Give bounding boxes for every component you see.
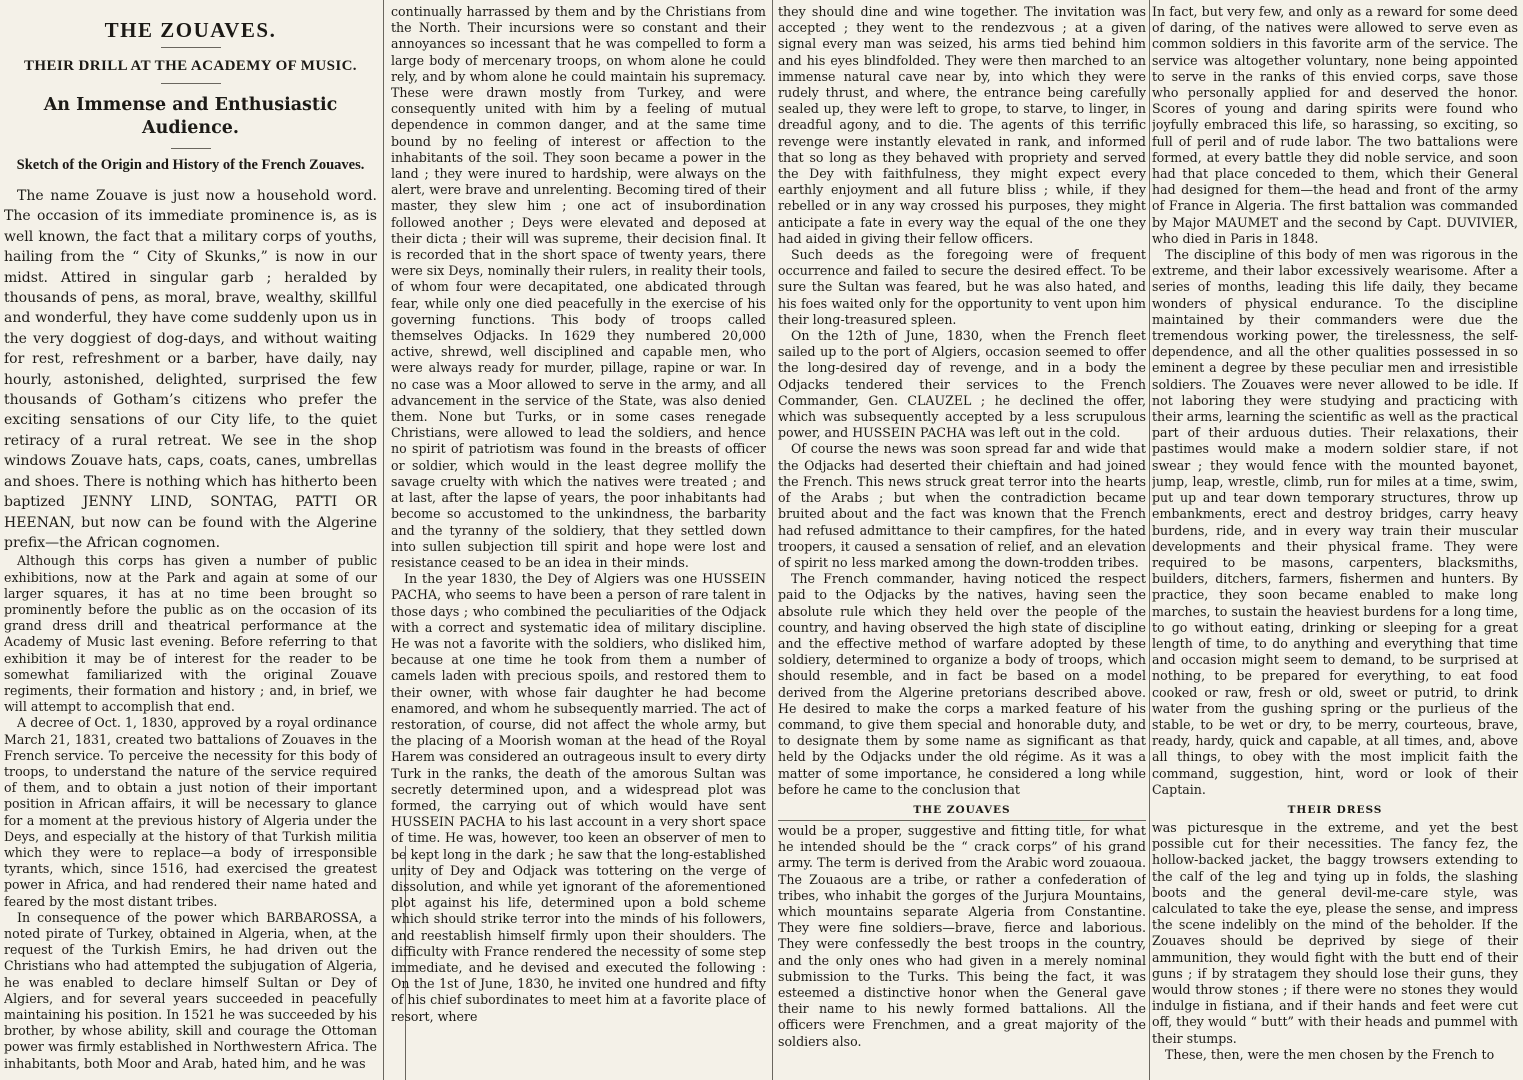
article-subtitle: THEIR DRILL AT THE ACADEMY OF MUSIC. bbox=[24, 58, 357, 74]
article-headline: An Immense and Enthusiastic Audience. bbox=[43, 95, 338, 138]
column-rule bbox=[1149, 0, 1150, 1080]
article-column-3 bbox=[778, 4, 1146, 1076]
paragraph: On the 12th of June, 1830, when the French fleet sailed up to the port of Algiers, occasion seemed to offer the long-desired day of revenge, and in a body the Odjacks tendered their services to the French Commander, Gen. CLAUZEL ; he declined the offer, which was subsequently accepted by a less scrupulous power, and HUSSEIN PACHA was left out in the cold. bbox=[778, 328, 1146, 441]
paragraph: In fact, but very few, and only as a reward for some deed of daring, of the natives were allowed to serve even as common soldiers in this favorite arm of the service. The service was altogether voluntary, none being appointed to serve in the ranks of this envied corps, save those who personally applied for and deserved the honor. Scores of young and daring spirits were found who joyfully embraced this life, so harassing, so exciting, so full of peril and of rude labor. The two battalions were formed, at every battle they did noble service, and soon had that place conceded to them, which their General had designed for them—the head and front of the army of France in Algeria. The first battalion was commanded by Major MAUMET and the second by Capt. DUVIVIER, who died in Paris in 1848. bbox=[1152, 4, 1518, 246]
section-heading: THE ZOUAVES bbox=[913, 803, 1011, 816]
divider bbox=[778, 820, 1146, 821]
paragraph: Of course the news was soon spread far and wide that the Odjacks had deserted their chieftain and had joined the French. This news struck great terror into the hearts of the Arabs ; but when the contradiction became bruited about and the fact was known that the French had refused admittance to their campfires, for the hated troopers, it caused a sensation of relief, and an elevation of spirit no less marked among the down-trodden tribes. bbox=[778, 441, 1146, 570]
article-subheadline: Sketch of the Origin and History of the French Zouaves. bbox=[16, 157, 365, 173]
paragraph: In consequence of the power which BARBAROSSA, a noted pirate of Turkey, obtained in Algeria, when, at the request of the Turkish Emirs, he had driven out the Christians who had attempted the subjugation of Algeria, he was enabled to declare himself Sultan or Dey of Algiers, and for several years succeeded in peacefully maintaining his position. In 1521 he was succeeded by his brother, by whose ability, skill and courage the Ottoman power was firmly established in Northwestern Africa. The inhabitants, both Moor and Arab, hated him, and he was bbox=[4, 909, 377, 1071]
divider bbox=[161, 47, 221, 48]
paragraph: Although this corps has given a number of public exhibitions, now at the Park and again at some of our larger squares, it has at no time been brought so prominently before the public as on the occasion of its grand dress drill and theatrical performance at the Academy of Music last evening. Before referring to that exhibition it may be of interest for the reader to be somewhat familiarized with the original Zouave regiments, their formation and history ; and, in brief, we will attempt to accomplish that end. bbox=[4, 553, 377, 715]
paragraph: continually harrassed by them and by the Christians from the North. Their incursions were so constant and their annoyances so incessant that he was compelled to form a large body of mercenary troops, on whom alone he could rely, and by whom alone he could maintain his supremacy. These were drawn mostly from Turkey, and were consequently united with him by a feeling of mutual dependence in common danger, and at the same time bound by no feeling of interest or affection to the inhabitants of the soil. They soon became a power in the land ; they were inured to hardship, were always on the alert, were brave and unrelenting. Becoming tired of their master, they slew him ; one act of insubordination followed another ; Deys were elevated and deposed at their dicta ; their will was supreme, their decision final. It is recorded that in the short space of twenty years, there were six Deys, nominally their rulers, in reality their tools, of whom four were decapitated, one abdicated through fear, while only one died peacefully in the exercise of his governing functions. This body of troops called themselves Odjacks. In 1629 they numbered 20,000 active, shrewd, well disciplined and capable men, who were always ready for murder, pillage, rapine or war. In no case was a Moor allowed to serve in the army, and all advancement in the service of the State, was also denied them. None but Turks, or in some cases renegade Christians, were allowed to lead the soldiers, and hence no spirit of patriotism was found in the breasts of officer or soldier, which would in the least degree mollify the savage cruelty with which the natives were treated ; and at last, after the lapse of years, the poor inhabitants had become so accustomed to the unkindness, the barbarity and the tyranny of the soldiery, that they settled down into sullen subjection till spirit and hope were lost and resistance ceased to be an idea in their minds. bbox=[391, 4, 766, 570]
paragraph: These, then, were the men chosen by the French to bbox=[1165, 1046, 1495, 1062]
paragraph: was picturesque in the extreme, and yet the best possible cut for their necessities. The fancy fez, the hollow-backed jacket, the baggy trowsers extending to the calf of the leg and tying up in folds, the slashing boots and the general devil-me-care style, was calculated to take the eye, please the sense, and impress the scene indelibly on the mind of the beholder. If the Zouaves should be deprived by siege of their ammunition, they would fight with the butt end of their guns ; if by stratagem they should lose their guns, they would throw stones ; if there were no stones they would indulge in fistiana, and if their hands and feet were cut off, they would “ butt” with their heads and pummel with their stumps. bbox=[1152, 819, 1518, 1046]
paragraph: Such deeds as the foregoing were of frequent occurrence and failed to secure the desired effect. To be sure the Sultan was feared, but he was also hated, and his foes waited only for the opportunity to vent upon him their long-treasured spleen. bbox=[778, 247, 1146, 327]
paragraph: The French commander, having noticed the respect paid to the Odjacks by the natives, having seen the absolute rule which they held over the people of the country, and having observed the high state of discipline and the effective method of warfare adopted by these soldiery, determined to organize a body of troops, which should resemble, and in fact be based on a model derived from the Algerine pretorians described above. He desired to make the corps a marked feature of his command, to give them special and honorable duty, and to designate them by some name as significant as that held by the Odjacks under the old régime. As it was a matter of some importance, he considered a long while before he came to the conclusion that bbox=[778, 571, 1146, 797]
paragraph: In the year 1830, the Dey of Algiers was one HUSSEIN PACHA, who seems to have been a person of rare talent in those days ; who combined the peculiarities of the Odjack with a correct and systematic idea of military discipline. He was not a favorite with the soldiers, who disliked him, because at one time he took from them a number of camels laden with precious spoils, and restored them to their owner, with whose fair daughter he had become enamored, and whom he subsequently married. The act of restoration, of course, did not affect the whole army, but the placing of a Moorish woman at the head of the Royal Harem was considered an outrageous insult to every dirty Turk in the ranks, the death of the amorous Sultan was secretly determined upon, and a widespread plot was formed, the carrying out of which would have sent HUSSEIN PACHA to his last account in a very short space of time. He was, however, too keen an observer of men to be kept long in the dark ; he saw that the long-established unity of Dey and Odjack was tottering on the verge of dissolution, and while yet ignorant of the aforementioned plot against his life, determined upon a bold scheme which should strike terror into the minds of his followers, and reestablish himself firmly upon their shoulders. The difficulty with France rendered the necessity of some step immediate, and he devised and executed the following : On the 1st of June, 1830, he invited one hundred and fifty of his chief subordinates to meet him at a favorite place of resort, where bbox=[391, 571, 766, 1024]
divider bbox=[161, 83, 221, 84]
paragraph: they should dine and wine together. The invitation was accepted ; they went to the rendezvous ; at a given signal every man was seized, his arms tied behind him and his eyes blindfolded. They were then marched to an immense natural cave near by, into which they were rudely thrust, and where, the entrance being carefully sealed up, they were left to grope, to starve, to linger, in dreadful agony, and to die. The agents of this terrific revenge were instantly elevated in rank, and informed that so long as they behaved with propriety and served the Dey with faithfulness, they might expect every earthly enjoyment and all future bliss ; while, if they rebelled or in any way crossed his purposes, they might anticipate a fate in every way the equal of the one they had aided in giving their fellow officers. bbox=[778, 4, 1146, 246]
paragraph: The name Zouave is just now a household word. The occasion of its immediate prominence is, as is well known, the fact that a military corps of youths, hailing from the “ City of Skunks,” is now in our midst. Attired in singular garb ; heralded by thousands of pens, as moral, brave, wealthy, skillful and wonderful, they have come suddenly upon us in the very doggiest of dog-days, and without waiting for rest, refreshment or a barber, have daily, nay hourly, astonished, delighted, surprised the few thousands of Gotham’s citizens who prefer the exciting sensations of our City life, to the quiet retiracy of a rural retreat. We see in the shop windows Zouave hats, caps, coats, canes, umbrellas and shoes. There is nothing which has hitherto been baptized JENNY LIND, SONTAG, PATTI OR HEENAN, but now can be found with the Algerine prefix—the African cognomen. bbox=[4, 188, 377, 551]
article-column-4 bbox=[1152, 4, 1518, 1076]
article-column-1 bbox=[4, 4, 377, 1076]
divider bbox=[171, 148, 211, 149]
paragraph: A decree of Oct. 1, 1830, approved by a royal ordinance March 21, 1831, created two battalions of Zouaves in the French service. To perceive the necessity for this body of troops, to understand the nature of the service required of them, and to obtain a just notion of their important position in African affairs, it will be necessary to glance for a moment at the previous history of Algeria under the Deys, and especially at the history of that Turkish militia which they were to replace—a body of irresponsible tyrants, which, since 1516, had exercised the greatest power in Africa, and had rendered their name hated and feared by the most distant tribes. bbox=[4, 715, 377, 909]
article-column-2 bbox=[391, 4, 766, 1076]
article-title: THE ZOUAVES. bbox=[104, 18, 277, 42]
column-rule bbox=[772, 0, 773, 1080]
section-heading: THEIR DRESS bbox=[1287, 803, 1383, 816]
paragraph: The discipline of this body of men was rigorous in the extreme, and their labor excessively wearisome. After a series of months, leading this life daily, they became wonders of physical endurance. To the discipline maintained by their commanders were due the tremendous working power, the tirelessness, the self-dependence, and all the other qualities possessed in so eminent a degree by these peculiar men and irresistible soldiers. The Zouaves were never allowed to be idle. If not laboring they were studying and practicing with their arms, learning the scientific as well as the practical part of their arduous duties. Their relaxations, their pastimes would make a modern soldier stare, if not swear ; they would fence with the mounted bayonet, jump, leap, wrestle, climb, run for miles at a time, swim, put up and tear down temporary structures, throw up embankments, erect and destroy bridges, carry heavy burdens, ride, and in every way train their muscular developments and their physical frame. They were required to be masons, carpenters, blacksmiths, builders, ditchers, farmers, fishermen and hunters. By practice, they soon became enabled to make long marches, to sustain the heaviest burdens for a long time, to go without eating, drinking or sleeping for a great length of time, to do anything and everything that time and occasion might seem to demand, to be surprised at nothing, to be prepared for everything, to eat food cooked or raw, fresh or old, sweet or putrid, to drink water from the gushing spring or the purlieus of the stable, to be wet or dry, to be merry, courteous, brave, ready, hardy, quick and capable, at all times, and, above all things, to obey with the most implicit faith the command, suggestion, hint, word or look of their Captain. bbox=[1152, 247, 1518, 797]
column-rule bbox=[383, 0, 384, 1080]
paragraph: would be a proper, suggestive and fitting title, for what he intended should be the “ crack corps” of his grand army. The term is derived from the Arabic word zouaoua. The Zouaous are a tribe, or rather a confederation of tribes, who inhabit the gorges of the Jurjura Mountains, which mountains separate Algeria from Constantine. They were fine soldiers—brave, fierce and laborious. They were confessedly the best troops in the country, and the only ones who had given in a merely nominal submission to the Turks. This being the fact, it was esteemed a distinctive honor when the General gave their name to his newly formed battalions. All the officers were Frenchmen, and a great majority of the soldiers also. bbox=[778, 822, 1146, 1049]
